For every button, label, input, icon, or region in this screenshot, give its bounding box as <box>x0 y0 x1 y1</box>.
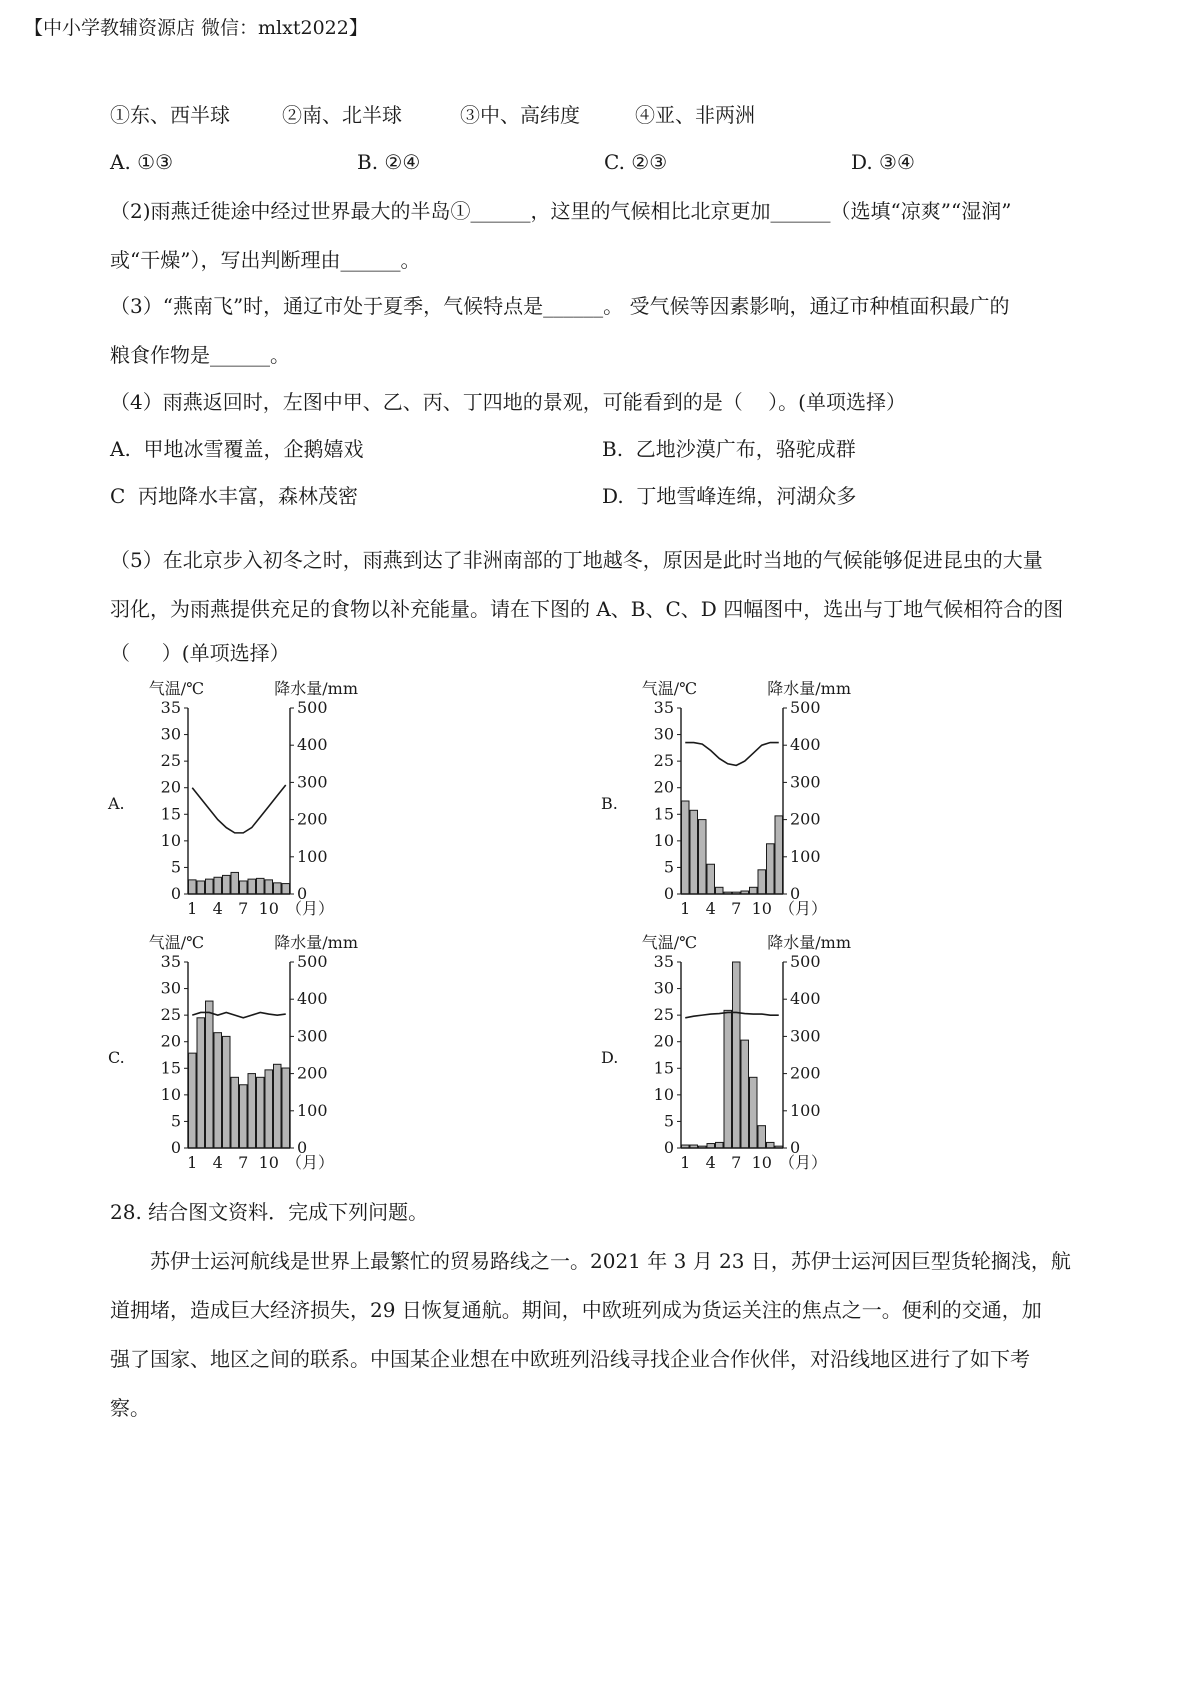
month-tick-label: 7 <box>731 899 742 918</box>
climate-chart-d <box>593 928 913 1178</box>
precip-bar <box>265 880 273 894</box>
month-unit-label: （月） <box>778 1153 828 1172</box>
temp-tick-label: 20 <box>160 777 181 797</box>
precip-bar <box>197 1018 205 1148</box>
temp-tick-label: 10 <box>653 1084 674 1104</box>
precip-bar <box>257 878 265 894</box>
precip-bar <box>197 881 205 894</box>
temp-tick-label: 30 <box>653 978 674 998</box>
temp-tick-label: 25 <box>160 751 181 771</box>
prev-choice-c: C. ②③ <box>604 150 668 174</box>
precip-bar <box>240 1085 248 1148</box>
temp-tick-label: 5 <box>170 857 181 877</box>
temp-tick-label: 25 <box>653 1005 674 1025</box>
precip-bar <box>775 816 783 894</box>
precip-bar <box>733 962 741 1148</box>
precip-bar <box>767 844 775 894</box>
precip-bar <box>724 1010 732 1148</box>
q4-option-d: D. 丁地雪峰连绵，河湖众多 <box>602 484 857 508</box>
precip-tick-label: 0 <box>297 884 308 903</box>
precip-tick-label: 200 <box>790 1063 821 1083</box>
temp-tick-label: 10 <box>160 830 181 850</box>
precip-bar <box>750 1077 758 1148</box>
precip-bar <box>248 1074 256 1148</box>
month-tick-label: 1 <box>680 899 691 918</box>
precip-tick-label: 200 <box>297 809 328 829</box>
precip-tick-label: 400 <box>790 989 821 1009</box>
precip-tick-label: 400 <box>297 735 328 755</box>
temp-tick-label: 0 <box>663 884 674 903</box>
precip-tick-label: 0 <box>790 884 801 903</box>
month-unit-label: （月） <box>778 899 828 918</box>
month-tick-label: 4 <box>212 1153 223 1172</box>
precip-bar <box>707 864 715 894</box>
precip-tick-label: 300 <box>790 1026 821 1046</box>
q4-option-c: C 丙地降水丰富，森林茂密 <box>110 484 359 508</box>
q5-line-1: （5）在北京步入初冬之时，雨燕到达了非洲南部的丁地越冬，原因是此时当地的气候能够促进昆虫的大量 <box>110 548 1043 572</box>
precip-axis-title: 降水量/mm <box>767 679 851 698</box>
q28-title: 28. 结合图文资料．完成下列问题。 <box>110 1200 429 1224</box>
precip-bar <box>282 884 290 894</box>
prev-option-1: ①东、西半球 <box>110 103 230 127</box>
precip-bar <box>741 1040 749 1148</box>
chart-option-label: B. <box>601 794 618 813</box>
precip-bar <box>248 879 256 894</box>
q28-para-line-2: 道拥堵，造成巨大经济损失，29 日恢复通航。期间，中欧班列成为货运关注的焦点之一。便利的交通，加 <box>110 1298 1042 1322</box>
month-tick-label: 1 <box>680 1153 691 1172</box>
temp-tick-label: 35 <box>160 952 181 971</box>
precip-bar <box>750 887 758 894</box>
temp-axis-title: 气温/℃ <box>148 933 204 952</box>
prev-option-4: ④亚、非两洲 <box>635 103 755 127</box>
prev-option-2: ②南、北半球 <box>282 103 402 127</box>
precip-bar <box>223 1036 231 1148</box>
temp-tick-label: 30 <box>653 724 674 744</box>
precip-tick-label: 0 <box>297 1138 308 1157</box>
chart-option-label: A. <box>108 794 125 813</box>
precip-tick-label: 400 <box>297 989 328 1009</box>
q28-para-line-3: 强了国家、地区之间的联系。中国某企业想在中欧班列沿线寻找企业合作伙伴，对沿线地区进行了如下考 <box>110 1347 1030 1371</box>
month-tick-label: 10 <box>258 1153 279 1172</box>
q28-para-line-4: 察。 <box>110 1396 150 1420</box>
climate-chart-c <box>100 928 420 1178</box>
temp-tick-label: 35 <box>653 952 674 971</box>
precip-tick-label: 300 <box>790 772 821 792</box>
temp-tick-label: 15 <box>653 1058 674 1078</box>
temp-tick-label: 20 <box>653 1031 674 1051</box>
climate-chart-svg <box>100 928 420 1178</box>
temp-axis-title: 气温/℃ <box>641 679 697 698</box>
month-tick-label: 7 <box>238 899 249 918</box>
temp-tick-label: 15 <box>160 804 181 824</box>
temp-tick-label: 30 <box>160 724 181 744</box>
temp-tick-label: 5 <box>663 857 674 877</box>
q4-option-b: B. 乙地沙漠广布，骆驼成群 <box>602 437 856 461</box>
temp-tick-label: 35 <box>160 698 181 717</box>
temp-tick-label: 15 <box>653 804 674 824</box>
precip-tick-label: 0 <box>790 1138 801 1157</box>
climate-chart-svg <box>593 928 913 1178</box>
precip-bar <box>257 1077 265 1148</box>
q3-line-2: 粮食作物是______。 <box>110 343 290 367</box>
temp-tick-label: 5 <box>170 1111 181 1131</box>
q2-line-1: （2)雨燕迁徙途中经过世界最大的半岛①______，这里的气候相比北京更加______（选填“凉爽”“湿润” <box>110 199 1012 223</box>
temp-tick-label: 25 <box>653 751 674 771</box>
precip-bar <box>189 880 197 894</box>
month-tick-label: 1 <box>187 899 198 918</box>
precip-tick-label: 200 <box>790 809 821 829</box>
precip-tick-label: 500 <box>297 698 328 717</box>
q28-para-line-1: 苏伊士运河航线是世界上最繁忙的贸易路线之一。2021 年 3 月 23 日，苏伊士运河因巨型货轮搁浅，航 <box>150 1249 1071 1273</box>
temperature-line <box>192 785 286 833</box>
month-tick-label: 1 <box>187 1153 198 1172</box>
precip-bar <box>223 875 231 894</box>
precip-bar <box>206 1001 214 1148</box>
precip-bar <box>682 801 690 894</box>
temp-tick-label: 35 <box>653 698 674 717</box>
temp-tick-label: 5 <box>663 1111 674 1131</box>
precip-bar <box>214 1033 222 1148</box>
prev-choice-d: D. ③④ <box>851 150 915 174</box>
month-unit-label: （月） <box>285 1153 335 1172</box>
precip-bar <box>189 1053 197 1148</box>
temp-tick-label: 25 <box>160 1005 181 1025</box>
temp-tick-label: 10 <box>653 830 674 850</box>
q5-line-2: 羽化，为雨燕提供充足的食物以补充能量。请在下图的 A、B、C、D 四幅图中，选出与丁地气候相符合的图 <box>110 597 1064 621</box>
temperature-line <box>685 743 779 766</box>
precip-bar <box>716 1142 724 1148</box>
precip-tick-label: 100 <box>790 1100 821 1120</box>
climate-chart-svg <box>593 674 913 924</box>
temp-tick-label: 0 <box>170 1138 181 1157</box>
watermark-header: 【中小学教辅资源店 微信：mlxt2022】 <box>24 17 368 39</box>
q4-stem: （4）雨燕返回时，左图中甲、乙、丙、丁四地的景观，可能看到的是（ ）。(单项选择） <box>110 390 906 414</box>
precip-tick-label: 500 <box>790 698 821 717</box>
precip-bar <box>767 1142 775 1148</box>
precip-tick-label: 100 <box>790 846 821 866</box>
precip-bar <box>282 1068 290 1148</box>
temp-tick-label: 20 <box>160 1031 181 1051</box>
month-tick-label: 4 <box>705 899 716 918</box>
climate-chart-a <box>100 674 420 924</box>
temp-axis-title: 气温/℃ <box>148 679 204 698</box>
q3-line-1: （3）“燕南飞”时，通辽市处于夏季，气候特点是______。 受气候等因素影响，通辽市种植面积最广的 <box>110 294 1010 318</box>
temp-tick-label: 30 <box>160 978 181 998</box>
precip-bar <box>716 887 724 894</box>
precip-tick-label: 200 <box>297 1063 328 1083</box>
precip-axis-title: 降水量/mm <box>274 679 358 698</box>
temp-tick-label: 15 <box>160 1058 181 1078</box>
climate-chart-svg <box>100 674 420 924</box>
precip-bar <box>240 881 248 894</box>
precip-tick-label: 500 <box>297 952 328 971</box>
precip-bar <box>206 879 214 894</box>
precip-bar <box>690 810 698 894</box>
temp-tick-label: 0 <box>170 884 181 903</box>
temp-tick-label: 20 <box>653 777 674 797</box>
precip-tick-label: 300 <box>297 1026 328 1046</box>
temp-tick-label: 0 <box>663 1138 674 1157</box>
month-tick-label: 10 <box>751 1153 772 1172</box>
precip-bar <box>274 883 282 894</box>
month-tick-label: 7 <box>731 1153 742 1172</box>
month-unit-label: （月） <box>285 899 335 918</box>
chart-option-label: D. <box>601 1048 619 1067</box>
climate-chart-b <box>593 674 913 924</box>
precip-bar <box>214 877 222 894</box>
precip-bar <box>274 1064 282 1148</box>
month-tick-label: 10 <box>258 899 279 918</box>
month-tick-label: 4 <box>705 1153 716 1172</box>
prev-option-3: ③中、高纬度 <box>460 103 580 127</box>
precip-bar <box>231 1077 239 1148</box>
precip-tick-label: 100 <box>297 1100 328 1120</box>
prev-choice-a: A. ①③ <box>110 150 174 174</box>
precip-tick-label: 300 <box>297 772 328 792</box>
precip-tick-label: 500 <box>790 952 821 971</box>
precip-bar <box>265 1070 273 1148</box>
precip-bar <box>758 870 766 894</box>
precip-axis-title: 降水量/mm <box>274 933 358 952</box>
chart-option-label: C. <box>108 1048 125 1067</box>
month-tick-label: 4 <box>212 899 223 918</box>
temp-axis-title: 气温/℃ <box>641 933 697 952</box>
precip-bar <box>758 1126 766 1148</box>
month-tick-label: 10 <box>751 899 772 918</box>
precip-axis-title: 降水量/mm <box>767 933 851 952</box>
prev-choice-b: B. ②④ <box>357 150 421 174</box>
precip-bar <box>699 820 707 894</box>
precip-bar <box>231 872 239 894</box>
precip-tick-label: 100 <box>297 846 328 866</box>
month-tick-label: 7 <box>238 1153 249 1172</box>
precip-tick-label: 400 <box>790 735 821 755</box>
q2-line-2: 或“干燥”），写出判断理由______。 <box>110 248 421 272</box>
q5-line-3: （ ）(单项选择） <box>110 641 290 665</box>
q4-option-a: A. 甲地冰雪覆盖，企鹅嬉戏 <box>110 437 364 461</box>
temp-tick-label: 10 <box>160 1084 181 1104</box>
